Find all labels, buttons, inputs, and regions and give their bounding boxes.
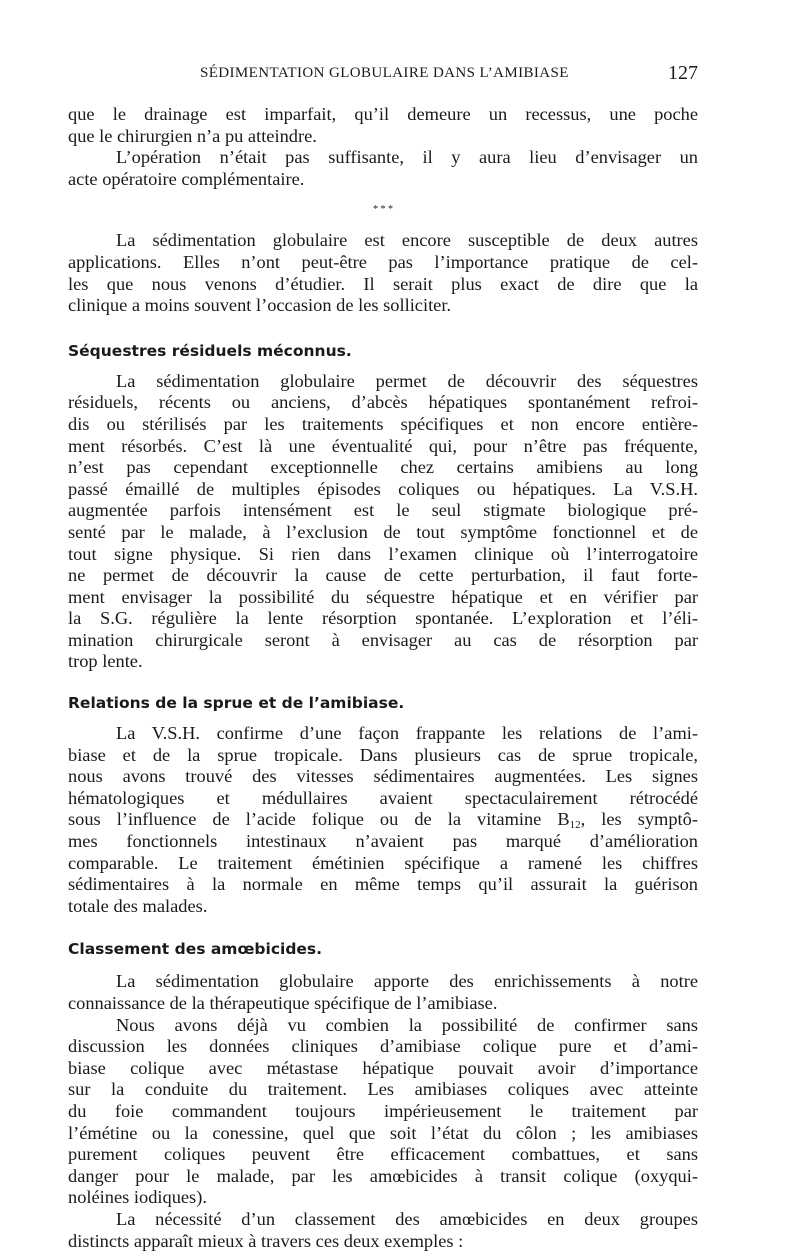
paragraph-operation [68,147,698,190]
text-line: nous avons trouvé des vitesses sédimentaires augmentées. Les signes [68,766,698,787]
section-heading-classement: Classement des amœbicides. [68,940,323,959]
section-heading-sprue: Relations de la sprue et de l’amibiase. [68,694,405,713]
page-body [68,104,698,1252]
text-line: augmentée parfois intensément est le seul stigmate biologique pré- [68,500,698,521]
text-line: noléines iodiques). [68,1187,207,1208]
text-line: La nécessité d’un classement des amœbicides en deux groupes [116,1208,698,1229]
text-line: clinique a moins souvent l’occasion de les solliciter. [68,295,452,316]
text-line: biase et de la sprue tropicale. Dans plusieurs cas de sprue tropicale, [68,744,698,765]
text-line: n’est pas cependant exceptionnelle chez certains amibiens au long [68,457,698,478]
text-line: biase colique avec métastase hépatique pouvait avoir d’importance [68,1057,698,1078]
text-line: trop lente. [68,651,143,672]
text-line: du foie commandent toujours impérieusement le traitement par [68,1100,698,1121]
text-line: discussion les données cliniques d’amibiase colique pure et d’ami- [68,1036,698,1057]
text-line: dis ou stérilisés par les traitements spécifiques et non encore entière- [68,413,698,434]
text-line: La sédimentation globulaire apporte des enrichissements à notre [116,971,698,992]
paragraph-drainage [68,104,698,147]
paragraph-classement-intro [68,971,698,1014]
section-heading-sequestres: Séquestres résiduels méconnus. [68,341,352,360]
asterism-separator [68,190,698,230]
text-line: résiduels, récents ou anciens, d’abcès hépatiques spontanément refroi- [68,392,698,413]
text-line: danger pour le malade, par les amœbicides à transit colique (oxyqui- [68,1165,698,1186]
text-line: mination chirurgicale seront à envisager au cas de résorption par [68,629,698,650]
text-line: acte opératoire complémentaire. [68,168,305,189]
text-line: La V.S.H. confirme d’une façon frappante les relations de l’ami- [116,723,698,744]
text-line-vitamin [68,809,698,831]
text-line: L’opération n’était pas suffisante, il y aura lieu d’envisager un [116,147,698,168]
page-number: 127 [668,62,698,84]
text-line: que le chirurgien n’a pu atteindre. [68,125,317,146]
text-line: les que nous venons d’étudier. Il serait plus exact de dire que la [68,273,698,294]
asterism-text: * * * [373,204,393,216]
text-line: La sédimentation globulaire permet de découvrir des séquestres [116,370,698,391]
text-line: Nous avons déjà vu combien la possibilité de confirmer sans [116,1014,698,1035]
paragraph-classement-body [68,1015,698,1209]
text-line: applications. Elles n’ont peut-être pas l’importance pratique de cel- [68,251,698,272]
text-line: senté par le malade, à l’exclusion de tout symptôme fonctionnel et de [68,521,698,542]
text-line: connaissance de la thérapeutique spécifique de l’amibiase. [68,993,498,1013]
text-line: sur la conduite du traitement. Les amibiases coliques avec atteinte [68,1079,698,1100]
text-line: purement coliques peuvent être efficacement combattues, et sans [68,1144,698,1165]
text-line: ment résorbés. C’est là une éventualité qui, pour n’être pas fréquente, [68,435,698,456]
text-line: ment envisager la possibilité du séquestre hépatique et en vérifier par [68,586,698,607]
paragraph-classement-conclusion [68,1209,698,1252]
text-segment: , les symptô- [580,809,698,830]
text-line: sédimentaires à la normale en même temps qu’il assurait la guérison [68,874,698,895]
text-line: l’émétine ou la conessine, quel que soit l’état du côlon ; les amibiases [68,1122,698,1143]
text-line: ne permet de découvrir la cause de cette perturbation, il faut forte- [68,565,698,586]
text-line: La sédimentation globulaire est encore susceptible de deux autres [116,230,698,251]
text-line: que le drainage est imparfait, qu’il demeure un recessus, une poche [68,104,698,124]
running-header [68,62,698,88]
paragraph-intro-applications [68,230,698,316]
text-segment: sous l’influence de l’acide folique ou de la vitamine B [68,809,570,830]
text-line: distincts apparaît mieux à travers ces deux exemples : [68,1230,464,1251]
vitamin-subscript: 12 [569,819,581,832]
paragraph-sprue [68,723,698,917]
text-line: la S.G. régulière la lente résorption spontanée. L’exploration et l’éli- [68,608,698,629]
text-line: totale des malades. [68,895,208,916]
text-line: hématologiques et médullaires avaient spectaculairement rétrocédé [68,787,698,808]
paragraph-sequestres [68,371,698,673]
text-line: passé émaillé de multiples épisodes coliques ou hépatiques. La V.S.H. [68,478,698,499]
text-line: comparable. Le traitement émétinien spécifique a ramené les chiffres [68,852,698,873]
text-line: tout signe physique. Si rien dans l’examen clinique où l’interrogatoire [68,543,698,564]
text-line: mes fonctionnels intestinaux n’avaient pas marqué d’amélioration [68,831,698,852]
running-title: SÉDIMENTATION GLOBULAIRE DANS L’AMIBIASE [200,65,569,81]
